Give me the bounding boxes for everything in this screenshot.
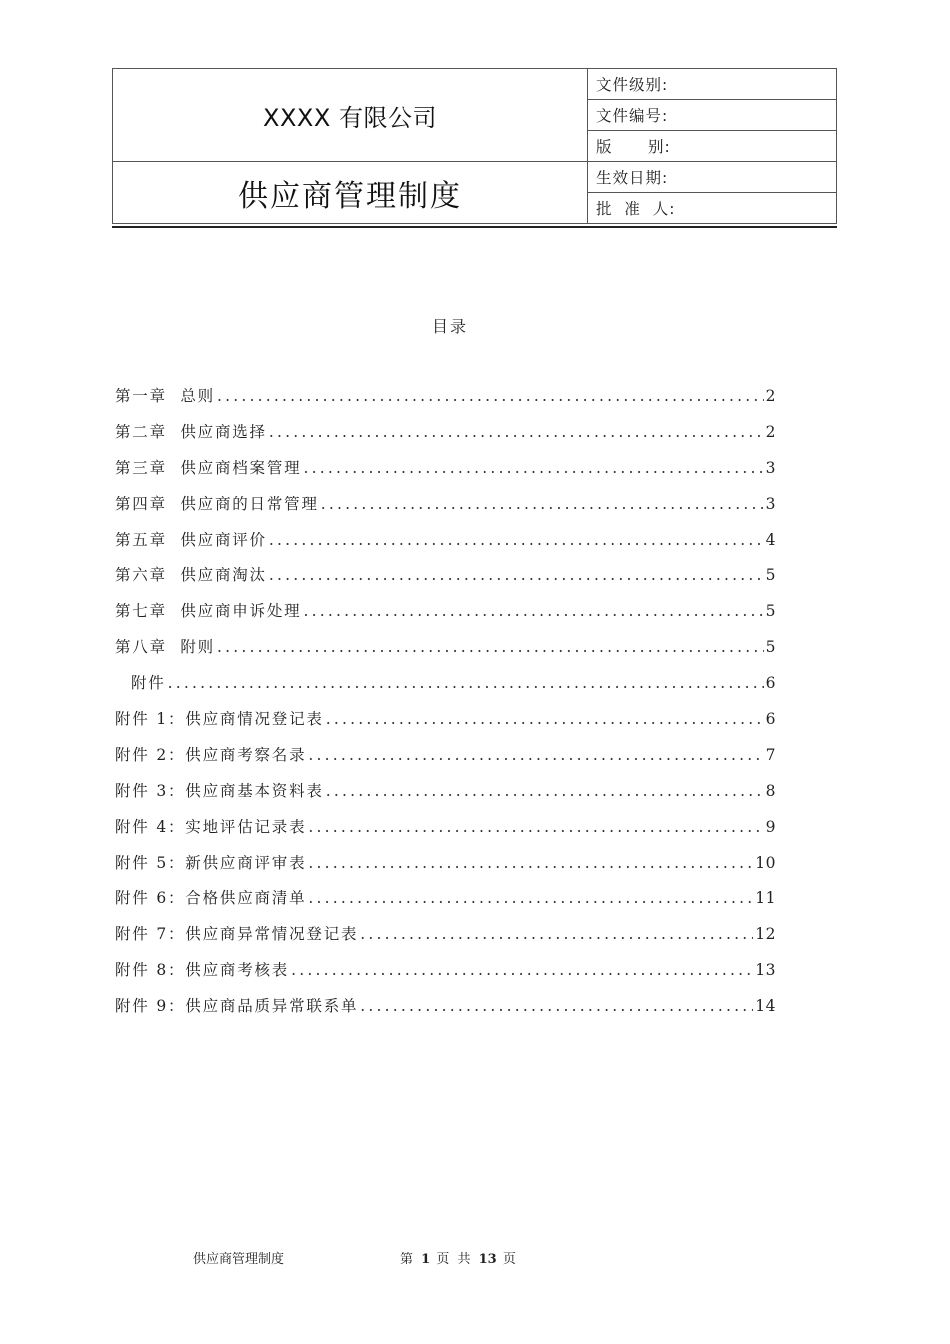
toc-leader-dots: [360, 993, 753, 1019]
toc-entry-label: 附件 7：供应商异常情况登记表: [115, 925, 359, 944]
toc-leader-dots: [326, 778, 764, 804]
toc-entry-page: 5: [765, 602, 776, 621]
toc-entry-page: 10: [755, 853, 776, 872]
toc-entry[interactable]: [115, 993, 776, 1029]
toc-entry[interactable]: [115, 706, 776, 742]
toc-entry[interactable]: [115, 419, 776, 455]
toc-entry[interactable]: [115, 885, 776, 921]
toc-entry[interactable]: [115, 814, 776, 850]
toc-leader-dots: [168, 670, 764, 696]
toc-entry-label: 第七章 供应商申诉处理: [115, 602, 302, 621]
toc-entry-page: 7: [765, 745, 776, 764]
toc-entry-page: 11: [755, 889, 776, 908]
toc-leader-dots: [217, 383, 764, 409]
footer-page-current: 1: [421, 1252, 431, 1267]
field-approver: 批 准 人:: [588, 193, 837, 224]
toc-leader-dots: [269, 562, 764, 588]
footer-page-number: [400, 1248, 518, 1267]
toc-entry[interactable]: [115, 921, 776, 957]
toc-entry[interactable]: [115, 455, 776, 491]
toc-leader-dots: [269, 527, 764, 553]
toc-entry-label: 附件 5：新供应商评审表: [115, 853, 307, 872]
toc-entry[interactable]: [115, 742, 776, 778]
toc-entry-label: 第六章 供应商淘汰: [115, 566, 267, 585]
toc-entry[interactable]: [115, 957, 776, 993]
toc-entry-label: 附件 3：供应商基本资料表: [115, 781, 324, 800]
toc-leader-dots: [269, 419, 764, 445]
toc-entry-label: 第一章 总则: [115, 387, 215, 405]
toc-entry-label: 附件 2：供应商考察名录: [115, 745, 307, 764]
document-header: [112, 68, 837, 226]
toc-entry[interactable]: [115, 634, 776, 670]
toc-entry-label: 附件 6：合格供应商清单: [115, 889, 307, 908]
toc-entry-page: 3: [765, 494, 776, 513]
toc-entry-page: 12: [755, 925, 776, 944]
toc-leader-dots: [217, 634, 764, 660]
toc-entry[interactable]: [115, 778, 776, 814]
company-name: XXXX 有限公司: [113, 69, 588, 162]
toc-leader-dots: [321, 491, 764, 517]
toc-entry[interactable]: [115, 850, 776, 886]
toc-entry[interactable]: [115, 383, 776, 419]
toc-entry-label: 第四章 供应商的日常管理: [115, 494, 319, 513]
toc-entry-page: 2: [765, 422, 776, 441]
document-title: 供应商管理制度: [113, 162, 588, 224]
toc-entry-label: 附件: [131, 674, 166, 693]
toc-entry-page: 8: [765, 781, 776, 800]
toc-entry-label: 附件 9：供应商品质异常联系单: [115, 997, 359, 1016]
toc-entry[interactable]: [115, 491, 776, 527]
toc-leader-dots: [360, 921, 753, 947]
toc-entry-page: 9: [765, 817, 776, 836]
footer-page-prefix: 第: [400, 1252, 416, 1267]
table-of-contents: [115, 383, 776, 1029]
toc-entry[interactable]: [115, 598, 776, 634]
toc-leader-dots: [303, 455, 763, 481]
footer-page-mid: 页 共: [436, 1252, 473, 1267]
footer-document-title: 供应商管理制度: [193, 1252, 285, 1267]
toc-entry-page: 13: [755, 961, 776, 980]
toc-leader-dots: [303, 598, 763, 624]
field-file-level: 文件级别:: [588, 69, 837, 100]
toc-title: 目录: [431, 317, 468, 336]
footer-page-total: 13: [478, 1252, 497, 1267]
toc-entry-label: 附件 1：供应商情况登记表: [115, 710, 324, 729]
toc-leader-dots: [291, 957, 753, 983]
toc-entry-label: 附件 4：实地评估记录表: [115, 817, 307, 836]
field-version: 版 别:: [588, 131, 837, 162]
footer-page-suffix: 页: [502, 1252, 518, 1267]
toc-entry-page: 3: [765, 458, 776, 477]
toc-entry-label: 第二章 供应商选择: [115, 422, 267, 441]
toc-entry[interactable]: [115, 562, 776, 598]
toc-entry-page: 14: [755, 997, 776, 1016]
field-file-number: 文件编号:: [588, 100, 837, 131]
toc-entry-page: 5: [765, 638, 776, 657]
toc-entry-label: 第五章 供应商评价: [115, 530, 267, 549]
toc-entry-label: 第八章 附则: [115, 638, 215, 657]
toc-entry-label: 第三章 供应商档案管理: [115, 458, 302, 477]
toc-leader-dots: [308, 814, 763, 840]
toc-entry-page: 4: [765, 530, 776, 549]
header-underline: [112, 226, 837, 228]
toc-entry[interactable]: [115, 527, 776, 563]
toc-leader-dots: [308, 885, 753, 911]
toc-entry-page: 2: [765, 387, 776, 405]
toc-entry-label: 附件 8：供应商考核表: [115, 961, 290, 980]
toc-entry-page: 6: [765, 674, 776, 693]
toc-leader-dots: [308, 742, 763, 768]
toc-entry-page: 6: [765, 710, 776, 729]
header-table: [112, 68, 837, 224]
toc-entry-page: 5: [765, 566, 776, 585]
toc-entry[interactable]: [115, 670, 776, 706]
field-effective-date: 生效日期:: [588, 162, 837, 193]
toc-leader-dots: [326, 706, 764, 732]
toc-leader-dots: [308, 850, 753, 876]
